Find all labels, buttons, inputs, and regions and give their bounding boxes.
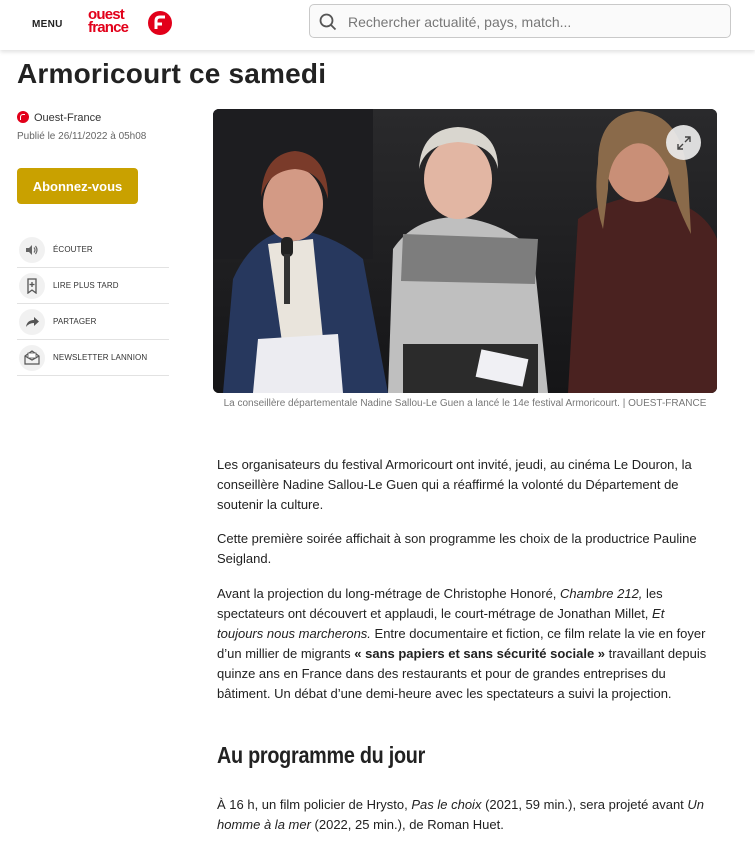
menu-button[interactable]: MENU xyxy=(32,19,63,30)
read-later-label: LIRE PLUS TARD xyxy=(53,281,119,290)
article-body xyxy=(217,455,709,832)
paragraph-3-text-4: travaillant depuis quinze ans en France dans des restaurants et pour de grandes entreprises du bâtiment. Un débat d’une demi-heure avec les spectateurs a suivi la projection. xyxy=(217,646,707,701)
article-photo[interactable] xyxy=(213,109,717,393)
logo-line-2: france xyxy=(88,19,129,36)
film-title-3: Pas le choix xyxy=(411,797,482,812)
film-title-4: Un homme à la mer xyxy=(217,797,705,832)
newsletter-icon xyxy=(19,345,45,371)
source-logo-icon xyxy=(17,111,29,123)
read-later-action[interactable] xyxy=(17,268,169,304)
bookmark-icon xyxy=(19,273,45,299)
page-title: Armoricourt ce samedi xyxy=(17,58,327,89)
listen-action[interactable] xyxy=(17,232,169,268)
film-title-2: Et toujours nous marcherons. xyxy=(217,606,665,641)
highlighted-quote: « sans papiers et sans sécurité sociale » xyxy=(354,646,606,661)
share-action[interactable] xyxy=(17,304,169,340)
film-title-1: Chambre 212, xyxy=(560,586,643,601)
newsletter-label: NEWSLETTER LANNION xyxy=(53,353,148,362)
paragraph-3 xyxy=(217,584,709,704)
share-label: PARTAGER xyxy=(53,317,97,326)
publish-date: Publié le 26/11/2022 à 05h08 xyxy=(17,131,147,142)
logo-wordmark xyxy=(88,8,128,34)
listen-label: ÉCOUTER xyxy=(53,245,93,254)
paragraph-4-text-2: (2021, 59 min.), sera projeté avant xyxy=(481,797,688,812)
site-header xyxy=(0,0,755,50)
subscribe-button[interactable]: Abonnez-vous xyxy=(17,168,138,204)
expand-photo-button[interactable] xyxy=(666,125,701,160)
paragraph-3-text-2: les spectateurs ont découvert et applaudi, le court-métrage de Jonathan Millet, xyxy=(217,586,663,621)
article-source[interactable] xyxy=(17,111,101,124)
photo-illustration xyxy=(213,109,717,393)
search-input[interactable] xyxy=(346,11,720,33)
paragraph-4-text-3: (2022, 25 min.), de Roman Huet. xyxy=(310,817,504,832)
search-box[interactable] xyxy=(309,4,731,38)
section-heading: Au programme du jour xyxy=(217,742,426,768)
paragraph-3-text-1: Avant la projection du long-métrage de Christophe Honoré, xyxy=(217,586,561,601)
logo-mark-icon xyxy=(148,11,172,35)
share-icon xyxy=(19,309,45,335)
expand-icon xyxy=(676,135,692,151)
speaker-icon xyxy=(19,237,45,263)
search-icon xyxy=(319,13,337,31)
newsletter-action[interactable] xyxy=(17,340,169,376)
paragraph-2: Cette première soirée affichait à son programme les choix de la productrice Pauline Seigland. xyxy=(217,531,697,566)
paragraph-4-text-1: À 16 h, un film policier de Hrysto, xyxy=(217,797,412,812)
logo-line-1: ouest xyxy=(88,6,125,23)
paragraph-1: Les organisateurs du festival Armoricourt ont invité, jeudi, au cinéma Le Douron, la conseillère Nadine Sallou-Le Guen qui a réaffirmé la volonté du Département de soutenir la culture. xyxy=(217,457,692,512)
paragraph-4 xyxy=(217,795,709,835)
photo-caption: La conseillère départementale Nadine Sallou-Le Guen a lancé le 14e festival Armoricourt. | OUEST-FRANCE xyxy=(223,398,707,409)
source-name: Ouest-France xyxy=(34,112,102,124)
article-actions xyxy=(17,232,169,376)
paragraph-3-text-3: Entre documentaire et fiction, ce film relate la vie en foyer d’un millier de migrants xyxy=(217,626,706,661)
ouest-france-logo[interactable] xyxy=(88,8,174,38)
